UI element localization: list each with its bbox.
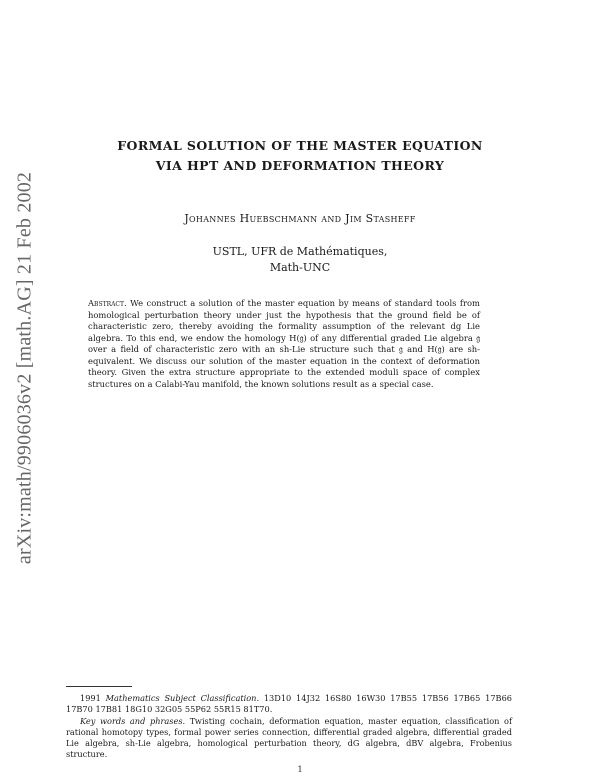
footnotes: [66, 693, 512, 761]
msc-codes: 13D10 14J32 16S80 16W30 17B55 17B56 17B65 17B66 17B70 17B81 18G10 32G05 55P62 55R15 81T70.: [66, 693, 512, 715]
abstract: [88, 298, 480, 390]
affiliation-line-1: USTL, UFR de Mathématiques,: [212, 245, 388, 258]
keywords-label: Key words and phrases.: [80, 715, 186, 726]
title-line-1: FORMAL SOLUTION OF THE MASTER EQUATION: [117, 138, 483, 153]
msc-footnote: [66, 693, 512, 716]
msc-label: Mathematics Subject Classification.: [105, 693, 260, 703]
page-number: 1: [297, 765, 303, 774]
paper-title: [0, 136, 600, 176]
footnote-rule: [66, 686, 132, 687]
msc-year: 1991: [80, 693, 101, 703]
affiliation-line-2: Math-UNC: [269, 261, 331, 274]
abstract-heading: Abstract.: [88, 298, 127, 308]
abstract-text: We construct a solution of the master equation by means of standard tools from homological perturbation theory under just the hypothesis that the ground field be of characteristic zero, thereby avoiding the formality assumption of the relevant dg Lie algebra. To this end, we endow the homology H(𝔤) of any differential graded Lie algebra 𝔤 over a field of characteristic zero with an sh-Lie structure such that 𝔤 and H(𝔤) are sh-equivalent. We discuss our solution of the master equation in the context of deformation theory. Given the extra structure appropriate to the extended moduli space of complex structures on a Calabi-Yau manifold, the known solutions result as a special case.: [88, 298, 480, 389]
affiliation: [0, 244, 600, 276]
authors: Johannes Huebschmann and Jim Stasheff: [184, 212, 416, 225]
keywords-text: Twisting cochain, deformation equation, master equation, classification of rational homotopy types, formal power series connection, differential graded algebra, differential graded Lie algebra, sh-Lie algebra, homological perturbation theory, dG algebra, dBV algebra, Frobenius structure.: [66, 715, 512, 760]
arxiv-identifier-text: arXiv:math/9906036v2 [math.AG] 21 Feb 2002: [13, 171, 36, 565]
keywords-footnote: [66, 716, 512, 761]
title-line-2: VIA HPT AND DEFORMATION THEORY: [155, 158, 445, 173]
